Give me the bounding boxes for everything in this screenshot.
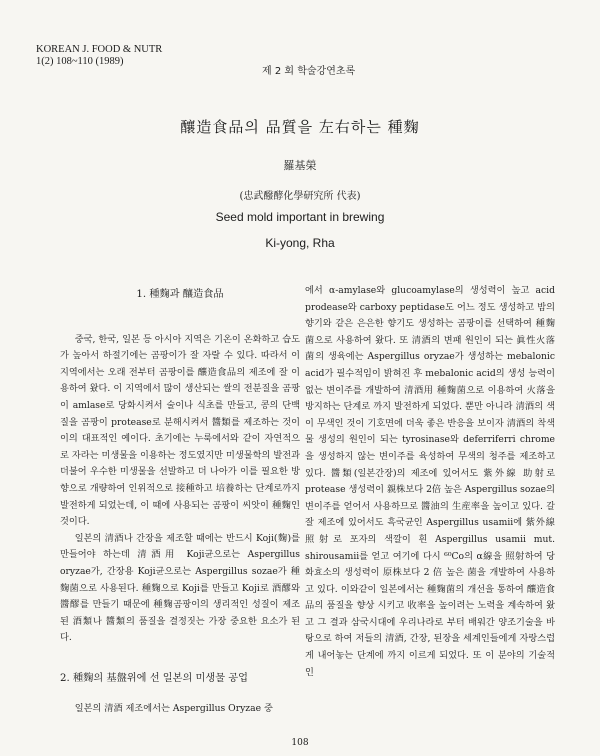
section-2-heading: 2. 種麴의 基盤위에 선 일본의 미생물 공업 — [60, 672, 248, 684]
paragraph: 일본의 清酒나 간장을 제조할 때에는 반드시 Koji(麴)를 만들어야 하는데 清酒用 Koji균으로는 Aspergillus oryzae가, 간장용 Koji균으로는 Aspergillus sozae가 種麴菌으로 사용된다. 種麴으로 Koji를 만들고 Koji로 酒醪와 醬醪를 만들기 때문에 種麴곰팡이의 생리적인 성질이 제조된 酒類나 醬類의 품질을 결정짓는 가장 중요한 요소가 된다. — [60, 532, 300, 644]
left-column — [60, 281, 300, 718]
title-korean: 釀造食品의 品質을 左右하는 種麴 — [180, 118, 420, 136]
journal-name: KOREAN J. FOOD & NUTR — [36, 44, 163, 55]
journal-citation — [36, 44, 162, 68]
paragraph: 중국, 한국, 일본 등 아시아 지역은 기온이 온화하고 습도가 높아서 하절기에는 곰팡이가 잘 자랄 수 있다. 따라서 이 지역에서는 오래 전부터 곰팡이를 釀造食品의 제조에 잘 이용하여 왔다. 이 지역에서 많이 생산되는 쌀의 전분질을 곰팡이 amlase로 당화시켜서 술이나 식초를 만들고, 콩의 단백질을 곰팡이 protease로 분해시켜서 醬類를 제조하는 것이 이의 대표적인 예이다. 초기에는 누룩에서와 같이 자연적으로 자라는 미생물을 이용하는 정도였지만 미생물학의 발전과 더불어 우수한 미생물을 선발하고 더 나아가 이를 필요한 방향으로 개량하여 인위적으로 接種하고 培養하는 단계로까지 발전하게 되었는데, 이 때에 사용되는 곰팡이 씨앗이 種麴인 것이다. — [60, 333, 300, 528]
title-english: Seed mold important in brewing — [215, 210, 385, 224]
section-1-heading: 1. 種麴과 釀造食品 — [136, 289, 224, 300]
section-tag: 제 2 회 학술강연초록 — [262, 66, 356, 77]
author-english: Ki-yong, Rha — [265, 236, 335, 250]
author-korean: 羅基榮 — [283, 159, 317, 172]
paragraph: 일본의 清酒 제조에서는 Aspergillus Oryzae 중 — [74, 703, 273, 715]
journal-volume: 1(2) 108~110 (1989) — [36, 56, 124, 67]
paragraph: 에서 α-amylase와 glucoamylase의 생성력이 높고 acid prodease와 carboxy peptidase도 어느 정도 생성하고 밤의 향기와 같은 은은한 향기도 생성하는 곰팡이를 선택하여 種麴菌으로 사용하여 왔다. 또 清酒의 변패 원인이 되는 眞性火落菌의 생육에는 Aspergillus oryzae가 생성하는 mebalonic acid가 필수적임이 밝혀진 후 mebalonic acid의 생성 능력이 없는 변이주를 개발하여 清酒用 種麴菌으로 이용하여 火落을 방지하는 단계로 까지 발전하게 되었다. 뿐만 아니라 清酒의 색이 무색인 것이 기호면에 더욱 좋은 반응을 보이자 清酒의 착색물 생성의 원인이 되는 tyrosinase와 deferriferri chrome을 생성하지 않는 변이주를 육성하여 무색의 청주를 제조하고 있다. 醬類(일본간장)의 제조에 있어서도 紫外線 助射로 protease 생성력이 親株보다 2倍 높은 Aspergillus sozae의 변이주를 얻어서 사용하므로 醬油의 生産率을 높이고 있다. 갈잘 제조에 있어서도 흑국균인 Aspergillus usamii에 紫外線 照射로 포자의 색깔이 흰 Aspergillus usamii mut. shirousamii를 얻고 여기에 다시 ⁶⁰Co의 α線을 照射하여 당화효소의 생성력이 原株보다 2 倍 높은 菌을 개발하여 사용하고 있다. 이와같이 일본에서는 種麴菌의 개선을 통하여 釀造食品의 품질을 향상 시키고 收率을 높이려는 노력을 계속하여 왔고 그 결과 삼국시대에 우리나라로 부터 배워간 양조기술을 바탕으로 하여 저들의 清酒, 간장, 된장을 세계인들에게 자랑스럽게 내어놓는 단계에 까지 이르게 되었다. 또 이 분야의 기술적인 — [305, 285, 555, 678]
affiliation: (忠武醱酵化學研究所 代表) — [239, 191, 361, 202]
right-column — [305, 283, 555, 681]
page-number: 108 — [291, 738, 309, 748]
